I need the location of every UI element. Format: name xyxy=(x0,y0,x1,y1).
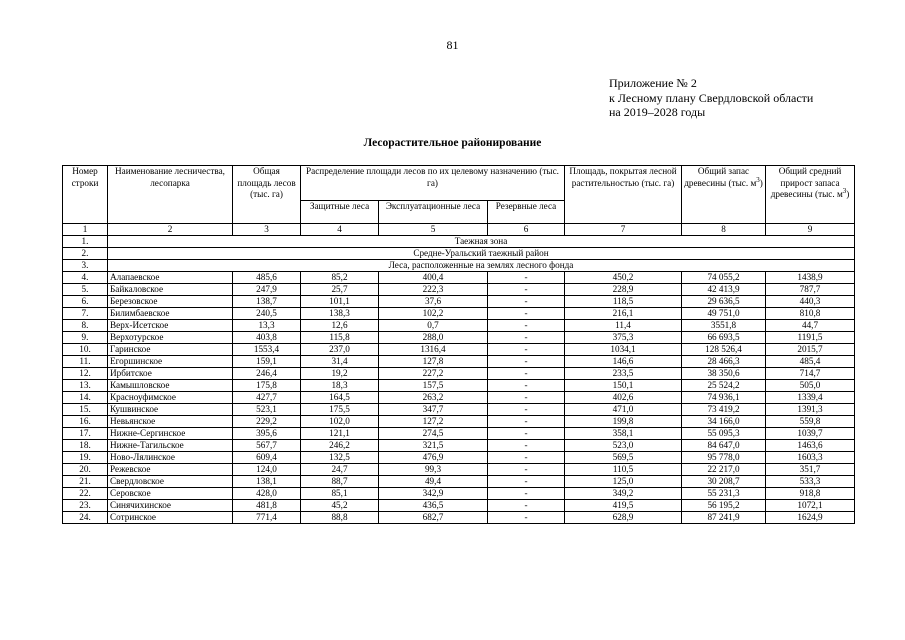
row-number: 22. xyxy=(63,488,108,500)
header-exploitation: Эксплуатационные леса xyxy=(379,201,488,224)
reserve-cell: - xyxy=(488,380,565,392)
growth-cell: 2015,7 xyxy=(766,344,855,356)
exploitation-cell: 400,4 xyxy=(379,272,488,284)
stock-cell: 73 419,2 xyxy=(682,404,766,416)
stock-cell: 29 636,5 xyxy=(682,296,766,308)
table-row xyxy=(63,308,855,320)
annex-block xyxy=(609,76,813,120)
total-area-cell: 1553,4 xyxy=(233,344,301,356)
exploitation-cell: 0,7 xyxy=(379,320,488,332)
covered-area-cell: 375,3 xyxy=(565,332,682,344)
reserve-cell: - xyxy=(488,272,565,284)
total-area-cell: 771,4 xyxy=(233,512,301,524)
growth-cell: 1339,4 xyxy=(766,392,855,404)
zone-row-number: 2. xyxy=(63,248,108,260)
protective-cell: 138,3 xyxy=(301,308,379,320)
stock-cell: 128 526,4 xyxy=(682,344,766,356)
column-index-cell: 2 xyxy=(108,224,233,236)
header-growth-sup: 3 xyxy=(842,186,847,195)
growth-cell: 1391,3 xyxy=(766,404,855,416)
forestry-name: Верх-Исетское xyxy=(108,320,233,332)
reserve-cell: - xyxy=(488,320,565,332)
forestry-name: Алапаевское xyxy=(108,272,233,284)
row-number: 18. xyxy=(63,440,108,452)
exploitation-cell: 476,9 xyxy=(379,452,488,464)
total-area-cell: 403,8 xyxy=(233,332,301,344)
protective-cell: 31,4 xyxy=(301,356,379,368)
protective-cell: 175,5 xyxy=(301,404,379,416)
row-number: 23. xyxy=(63,500,108,512)
reserve-cell: - xyxy=(488,476,565,488)
reserve-cell: - xyxy=(488,308,565,320)
total-area-cell: 609,4 xyxy=(233,452,301,464)
growth-cell: 1191,5 xyxy=(766,332,855,344)
header-stock-sup: 3 xyxy=(756,175,760,184)
covered-area-cell: 110,5 xyxy=(565,464,682,476)
forestry-name: Кушвинское xyxy=(108,404,233,416)
header-protective: Защитные леса xyxy=(301,201,379,224)
header-total-area: Общая площадь лесов (тыс. га) xyxy=(233,166,301,224)
protective-cell: 24,7 xyxy=(301,464,379,476)
stock-cell: 56 195,2 xyxy=(682,500,766,512)
covered-area-cell: 11,4 xyxy=(565,320,682,332)
header-stock-text: Общий запас древесины (тыс. м xyxy=(684,166,757,188)
exploitation-cell: 222,3 xyxy=(379,284,488,296)
reserve-cell: - xyxy=(488,512,565,524)
row-number: 7. xyxy=(63,308,108,320)
growth-cell: 1603,3 xyxy=(766,452,855,464)
total-area-cell: 240,5 xyxy=(233,308,301,320)
stock-cell: 95 778,0 xyxy=(682,452,766,464)
growth-cell: 533,3 xyxy=(766,476,855,488)
reserve-cell: - xyxy=(488,356,565,368)
covered-area-cell: 216,1 xyxy=(565,308,682,320)
table-row xyxy=(63,380,855,392)
exploitation-cell: 99,3 xyxy=(379,464,488,476)
forestry-name: Гаринское xyxy=(108,344,233,356)
table-row xyxy=(63,296,855,308)
stock-cell: 42 413,9 xyxy=(682,284,766,296)
stock-cell: 34 166,0 xyxy=(682,416,766,428)
total-area-cell: 247,9 xyxy=(233,284,301,296)
reserve-cell: - xyxy=(488,464,565,476)
covered-area-cell: 146,6 xyxy=(565,356,682,368)
stock-cell: 55 095,3 xyxy=(682,428,766,440)
total-area-cell: 428,0 xyxy=(233,488,301,500)
protective-cell: 12,6 xyxy=(301,320,379,332)
growth-cell: 351,7 xyxy=(766,464,855,476)
growth-cell: 1039,7 xyxy=(766,428,855,440)
exploitation-cell: 227,2 xyxy=(379,368,488,380)
protective-cell: 115,8 xyxy=(301,332,379,344)
table-row xyxy=(63,428,855,440)
growth-cell: 559,8 xyxy=(766,416,855,428)
zone-row-label: Средне-Уральский таежный район xyxy=(108,248,855,260)
row-number: 4. xyxy=(63,272,108,284)
table-row xyxy=(63,440,855,452)
document-title: Лесорастительное районирование xyxy=(363,137,542,149)
forestry-name: Верхотурское xyxy=(108,332,233,344)
protective-cell: 45,2 xyxy=(301,500,379,512)
total-area-cell: 159,1 xyxy=(233,356,301,368)
table-row xyxy=(63,368,855,380)
covered-area-cell: 419,5 xyxy=(565,500,682,512)
column-index-cell: 5 xyxy=(379,224,488,236)
covered-area-cell: 450,2 xyxy=(565,272,682,284)
forest-zoning-table xyxy=(62,165,855,524)
stock-cell: 55 231,3 xyxy=(682,488,766,500)
header-covered-area: Площадь, покрытая лесной растительностью (тыс. га) xyxy=(565,166,682,224)
exploitation-cell: 288,0 xyxy=(379,332,488,344)
covered-area-cell: 358,1 xyxy=(565,428,682,440)
protective-cell: 25,7 xyxy=(301,284,379,296)
stock-cell: 28 466,3 xyxy=(682,356,766,368)
total-area-cell: 229,2 xyxy=(233,416,301,428)
covered-area-cell: 569,5 xyxy=(565,452,682,464)
growth-cell: 1438,9 xyxy=(766,272,855,284)
row-number: 20. xyxy=(63,464,108,476)
growth-cell: 787,7 xyxy=(766,284,855,296)
total-area-cell: 246,4 xyxy=(233,368,301,380)
row-number: 5. xyxy=(63,284,108,296)
column-index-cell: 1 xyxy=(63,224,108,236)
zone-row xyxy=(63,248,855,260)
reserve-cell: - xyxy=(488,284,565,296)
covered-area-cell: 199,8 xyxy=(565,416,682,428)
reserve-cell: - xyxy=(488,416,565,428)
reserve-cell: - xyxy=(488,332,565,344)
table-row xyxy=(63,320,855,332)
growth-cell: 810,8 xyxy=(766,308,855,320)
forestry-name: Режевское xyxy=(108,464,233,476)
exploitation-cell: 37,6 xyxy=(379,296,488,308)
forestry-name: Нижне-Тагильское xyxy=(108,440,233,452)
header-growth-end: ) xyxy=(846,189,850,199)
covered-area-cell: 125,0 xyxy=(565,476,682,488)
reserve-cell: - xyxy=(488,368,565,380)
reserve-cell: - xyxy=(488,428,565,440)
exploitation-cell: 682,7 xyxy=(379,512,488,524)
growth-cell: 44,7 xyxy=(766,320,855,332)
stock-cell: 66 693,5 xyxy=(682,332,766,344)
table-row xyxy=(63,332,855,344)
protective-cell: 132,5 xyxy=(301,452,379,464)
reserve-cell: - xyxy=(488,344,565,356)
stock-cell: 74 936,1 xyxy=(682,392,766,404)
table-row xyxy=(63,452,855,464)
row-number: 6. xyxy=(63,296,108,308)
zone-row-number: 3. xyxy=(63,260,108,272)
reserve-cell: - xyxy=(488,440,565,452)
stock-cell: 74 055,2 xyxy=(682,272,766,284)
column-index-cell: 8 xyxy=(682,224,766,236)
forestry-name: Березовское xyxy=(108,296,233,308)
growth-cell: 918,8 xyxy=(766,488,855,500)
zone-row xyxy=(63,236,855,248)
table-row xyxy=(63,344,855,356)
forestry-name: Серовское xyxy=(108,488,233,500)
reserve-cell: - xyxy=(488,296,565,308)
protective-cell: 85,2 xyxy=(301,272,379,284)
table-row xyxy=(63,488,855,500)
stock-cell: 22 217,0 xyxy=(682,464,766,476)
stock-cell: 49 751,0 xyxy=(682,308,766,320)
page-number: 81 xyxy=(446,38,459,52)
exploitation-cell: 102,2 xyxy=(379,308,488,320)
table-row xyxy=(63,392,855,404)
exploitation-cell: 127,2 xyxy=(379,416,488,428)
table-row xyxy=(63,464,855,476)
row-number: 21. xyxy=(63,476,108,488)
growth-cell: 1072,1 xyxy=(766,500,855,512)
covered-area-cell: 628,9 xyxy=(565,512,682,524)
column-index-cell: 4 xyxy=(301,224,379,236)
protective-cell: 164,5 xyxy=(301,392,379,404)
header-growth xyxy=(766,166,855,224)
row-number: 9. xyxy=(63,332,108,344)
forestry-name: Байкаловское xyxy=(108,284,233,296)
table-row xyxy=(63,512,855,524)
protective-cell: 237,0 xyxy=(301,344,379,356)
total-area-cell: 485,6 xyxy=(233,272,301,284)
table-row xyxy=(63,272,855,284)
zone-row-number: 1. xyxy=(63,236,108,248)
protective-cell: 101,1 xyxy=(301,296,379,308)
stock-cell: 87 241,9 xyxy=(682,512,766,524)
column-index-cell: 7 xyxy=(565,224,682,236)
reserve-cell: - xyxy=(488,404,565,416)
header-distribution: Распределение площади лесов по их целевому назначению (тыс. га) xyxy=(301,166,565,201)
growth-cell: 440,3 xyxy=(766,296,855,308)
forestry-name: Свердловское xyxy=(108,476,233,488)
stock-cell: 30 208,7 xyxy=(682,476,766,488)
stock-cell: 84 647,0 xyxy=(682,440,766,452)
exploitation-cell: 436,5 xyxy=(379,500,488,512)
protective-cell: 88,8 xyxy=(301,512,379,524)
total-area-cell: 567,7 xyxy=(233,440,301,452)
covered-area-cell: 349,2 xyxy=(565,488,682,500)
forestry-name: Синячихинское xyxy=(108,500,233,512)
protective-cell: 88,7 xyxy=(301,476,379,488)
covered-area-cell: 1034,1 xyxy=(565,344,682,356)
zone-row-label: Таежная зона xyxy=(108,236,855,248)
covered-area-cell: 402,6 xyxy=(565,392,682,404)
exploitation-cell: 321,5 xyxy=(379,440,488,452)
header-reserve: Резервные леса xyxy=(488,201,565,224)
forestry-name: Невьянское xyxy=(108,416,233,428)
total-area-cell: 395,6 xyxy=(233,428,301,440)
protective-cell: 19,2 xyxy=(301,368,379,380)
exploitation-cell: 127,8 xyxy=(379,356,488,368)
table-row xyxy=(63,404,855,416)
total-area-cell: 124,0 xyxy=(233,464,301,476)
row-number: 11. xyxy=(63,356,108,368)
protective-cell: 246,2 xyxy=(301,440,379,452)
header-stock xyxy=(682,166,766,224)
zone-row-label: Леса, расположенные на землях лесного фонда xyxy=(108,260,855,272)
stock-cell: 3551,8 xyxy=(682,320,766,332)
row-number: 14. xyxy=(63,392,108,404)
exploitation-cell: 347,7 xyxy=(379,404,488,416)
covered-area-cell: 471,0 xyxy=(565,404,682,416)
header-name: Наименование лесничества, лесопарка xyxy=(108,166,233,224)
growth-cell: 714,7 xyxy=(766,368,855,380)
column-index-cell: 3 xyxy=(233,224,301,236)
exploitation-cell: 342,9 xyxy=(379,488,488,500)
table-row xyxy=(63,416,855,428)
protective-cell: 102,0 xyxy=(301,416,379,428)
column-index-cell: 9 xyxy=(766,224,855,236)
total-area-cell: 427,7 xyxy=(233,392,301,404)
header-growth-text: Общий средний прирост запаса древесины (тыс. м xyxy=(770,166,843,199)
exploitation-cell: 263,2 xyxy=(379,392,488,404)
covered-area-cell: 118,5 xyxy=(565,296,682,308)
table-row xyxy=(63,476,855,488)
growth-cell: 485,4 xyxy=(766,356,855,368)
protective-cell: 85,1 xyxy=(301,488,379,500)
zone-row xyxy=(63,260,855,272)
total-area-cell: 481,8 xyxy=(233,500,301,512)
total-area-cell: 13,3 xyxy=(233,320,301,332)
annex-line-2: к Лесному плану Свердловской области xyxy=(609,90,814,105)
reserve-cell: - xyxy=(488,488,565,500)
stock-cell: 25 524,2 xyxy=(682,380,766,392)
total-area-cell: 138,1 xyxy=(233,476,301,488)
total-area-cell: 175,8 xyxy=(233,380,301,392)
protective-cell: 121,1 xyxy=(301,428,379,440)
reserve-cell: - xyxy=(488,392,565,404)
exploitation-cell: 274,5 xyxy=(379,428,488,440)
row-number: 12. xyxy=(63,368,108,380)
covered-area-cell: 228,9 xyxy=(565,284,682,296)
growth-cell: 1624,9 xyxy=(766,512,855,524)
total-area-cell: 523,1 xyxy=(233,404,301,416)
row-number: 19. xyxy=(63,452,108,464)
exploitation-cell: 1316,4 xyxy=(379,344,488,356)
forestry-name: Сотринское xyxy=(108,512,233,524)
table-row xyxy=(63,356,855,368)
table-row xyxy=(63,284,855,296)
row-number: 15. xyxy=(63,404,108,416)
table-row xyxy=(63,500,855,512)
forestry-name: Красноуфимское xyxy=(108,392,233,404)
covered-area-cell: 233,5 xyxy=(565,368,682,380)
growth-cell: 1463,6 xyxy=(766,440,855,452)
exploitation-cell: 49,4 xyxy=(379,476,488,488)
header-stock-end: ) xyxy=(759,177,763,188)
column-index-row xyxy=(63,224,855,236)
column-index-cell: 6 xyxy=(488,224,565,236)
row-number: 13. xyxy=(63,380,108,392)
annex-line-3: на 2019–2028 годы xyxy=(609,105,706,119)
row-number: 24. xyxy=(63,512,108,524)
forestry-name: Егоршинское xyxy=(108,356,233,368)
covered-area-cell: 523,0 xyxy=(565,440,682,452)
annex-line-1: Приложение № 2 xyxy=(609,76,697,90)
stock-cell: 38 350,6 xyxy=(682,368,766,380)
forestry-name: Билимбаевское xyxy=(108,308,233,320)
header-row-number: Номер строки xyxy=(63,166,108,224)
row-number: 10. xyxy=(63,344,108,356)
covered-area-cell: 150,1 xyxy=(565,380,682,392)
total-area-cell: 138,7 xyxy=(233,296,301,308)
forestry-name: Камышловское xyxy=(108,380,233,392)
reserve-cell: - xyxy=(488,452,565,464)
row-number: 17. xyxy=(63,428,108,440)
row-number: 8. xyxy=(63,320,108,332)
row-number: 16. xyxy=(63,416,108,428)
reserve-cell: - xyxy=(488,500,565,512)
forestry-name: Ново-Лялинское xyxy=(108,452,233,464)
forestry-name: Ирбитское xyxy=(108,368,233,380)
forestry-name: Нижне-Сергинское xyxy=(108,428,233,440)
protective-cell: 18,3 xyxy=(301,380,379,392)
exploitation-cell: 157,5 xyxy=(379,380,488,392)
growth-cell: 505,0 xyxy=(766,380,855,392)
